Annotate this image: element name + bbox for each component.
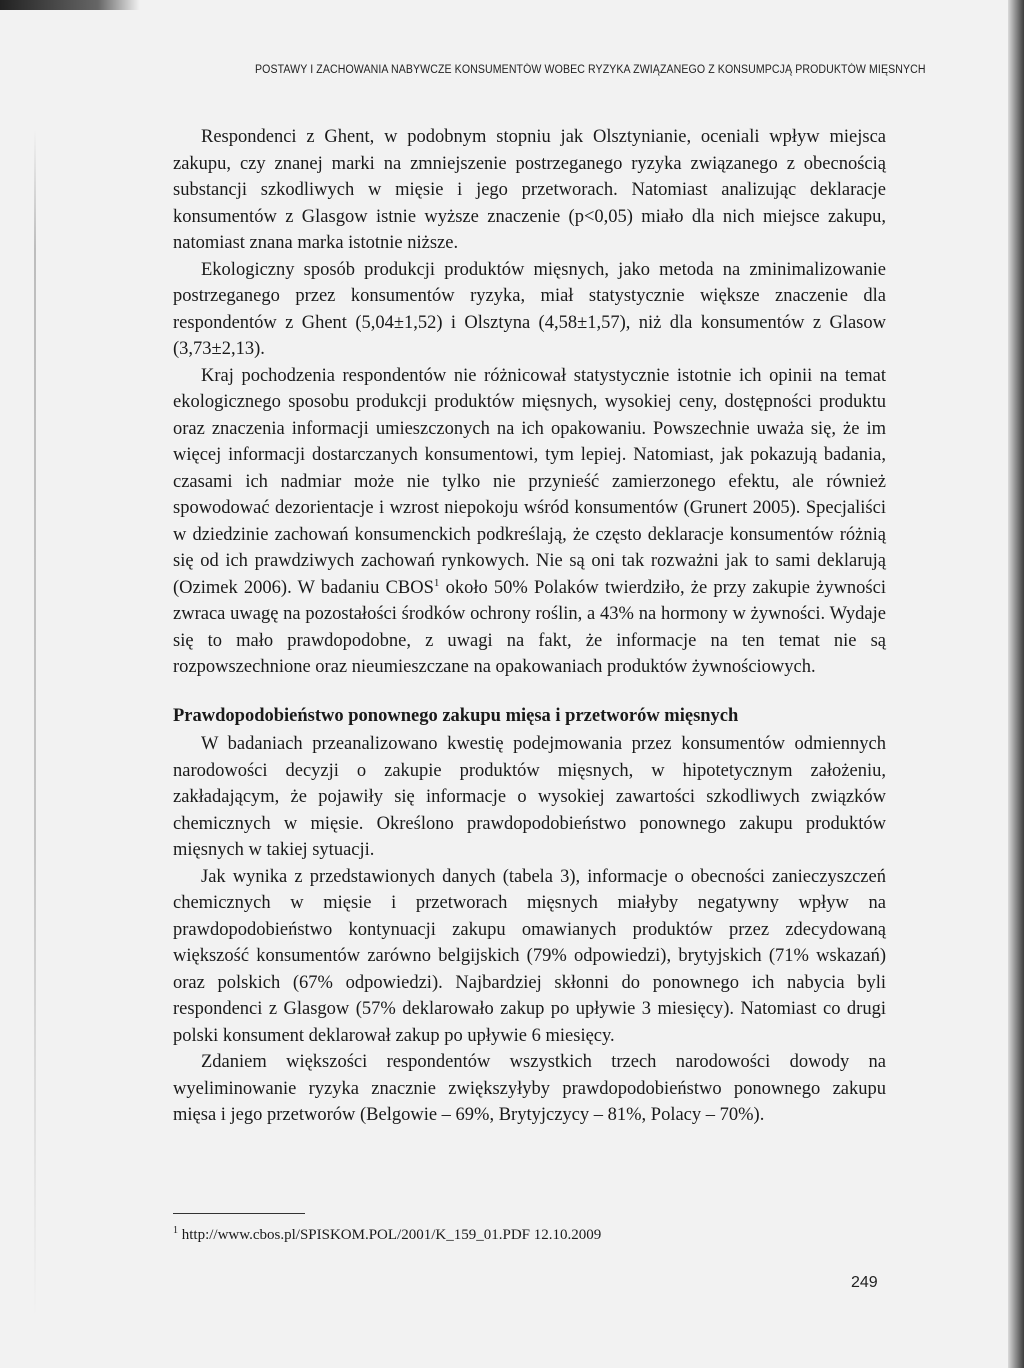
- section-heading: Prawdopodobieństwo ponownego zakupu mięsa i przetworów mięsnych: [173, 705, 739, 726]
- paragraph: Ekologiczny sposób produkcji produktów mięsnych, jako metoda na zminimalizowanie postrzeganego przez konsumentów ryzyka, miał statystycznie większe znaczenie dla respondentów z Ghent (5,04±1,52) i Olsztyna (4,58±1,57), niż dla konsumentów z Glasow (3,73±2,13).: [173, 259, 886, 359]
- footnote-marker[interactable]: 1: [433, 576, 440, 589]
- body-text: [173, 124, 886, 1129]
- paragraph-with-footnote: [173, 363, 886, 681]
- scan-shadow-right: [1008, 0, 1024, 1368]
- scan-gutter-line: [34, 130, 36, 1320]
- paragraph: Respondenci z Ghent, w podobnym stopniu jak Olsztynianie, oceniali wpływ miejsca zakupu, czy znanej marki na zmniejszenie postrzeganego ryzyka związanego z obecnością substancji szkodliwych w mięsie i jego przetworach. Natomiast analizując deklaracje konsumentów z Glasgow istnie wyższe znaczenie (p<0,05) miało dla nich miejsce zakupu, natomiast znana marka istotnie niższe.: [173, 127, 886, 253]
- paragraph-part: Kraj pochodzenia respondentów nie różnicował statystycznie istotnie ich opinii na temat ekologicznego sposobu produkcji produktów mięsnych, wysokiej ceny, dostępności produktu oraz znaczenia informacji umieszczonych na ich opakowaniu. Powszechnie uważa się, że im więcej informacji dostarczanych konsumentowi, tym lepiej. Natomiast, jak pokazują badania, czasami ich nadmiar może nie tylko nie przynieść zamierzonego efektu, ale również spowodować dezorientacje i wzrost niepokoju wśród konsumentów (Grunert 2005). Specjaliści w dziedzinie zachowań konsumenckich podkreślają, że często deklaracje konsumentów różnią się od ich prawdziwych zachowań rynkowych. Nie są oni tak rozważni jak to sami deklarują (Ozimek 2006). W badaniu CBOS: [173, 365, 886, 598]
- scan-shadow-top: [0, 0, 140, 10]
- running-head: POSTAWY I ZACHOWANIA NABYWCZE KONSUMENTÓW WOBEC RYZYKA ZWIĄZANEGO Z KONSUMPCJĄ PRODUKTÓW MIĘSNYCH: [255, 64, 926, 76]
- footnote-divider: [173, 1213, 305, 1214]
- footnote: [173, 1221, 601, 1245]
- paragraph: W badaniach przeanalizowano kwestię podejmowania przez konsumentów odmiennych narodowości decyzji o zakupie produktów mięsnych, w hipotetycznym założeniu, zakładającym, że pojawiły się informacje o wysokiej zawartości szkodliwych związków chemicznych w mięsie. Określono prawdopodobieństwo ponownego zakupu produktów mięsnych w takiej sytuacji.: [173, 734, 886, 860]
- page-number: 249: [851, 1274, 878, 1291]
- footnote-link[interactable]: http://www.cbos.pl/SPISKOM.POL/2001/K_159_01.PDF 12.10.2009: [181, 1227, 602, 1243]
- paragraph-part: około 50% Polaków twierdziło, że przy zakupie żywności zwraca uwagę na pozostałości środków ochrony roślin, a 43% na hormony w żywności. Wydaje się to mało prawdopodobne, z uwagi na fakt, że informacje na ten temat nie są rozpowszechnione oraz nieumieszczane na opakowaniach produktów żywnościowych.: [173, 577, 886, 677]
- footnote-number: 1: [173, 1225, 178, 1236]
- paragraph: Jak wynika z przedstawionych danych (tabela 3), informacje o obecności zanieczyszczeń chemicznych w mięsie i przetworach mięsnych miałyby negatywny wpływ na prawdopodobieństwo kontynuacji zakupu omawianych produktów przez zdecydowaną większość konsumentów zarówno belgijskich (79% odpowiedzi), brytyjskich (71% wskazań) oraz polskich (67% odpowiedzi). Najbardziej skłonni do ponownego ich nabycia byli respondenci z Glasgow (57% deklarowało zakup po upływie 3 miesięcy). Natomiast co drugi polski konsument deklarował zakup po upływie 6 miesięcy.: [173, 866, 886, 1046]
- paragraph: Zdaniem większości respondentów wszystkich trzech narodowości dowody na wyeliminowanie ryzyka znacznie zwiększyłyby prawdopodobieństwo ponownego zakupu mięsa i jego przetworów (Belgowie – 69%, Brytyjczycy – 81%, Polacy – 70%).: [173, 1052, 886, 1125]
